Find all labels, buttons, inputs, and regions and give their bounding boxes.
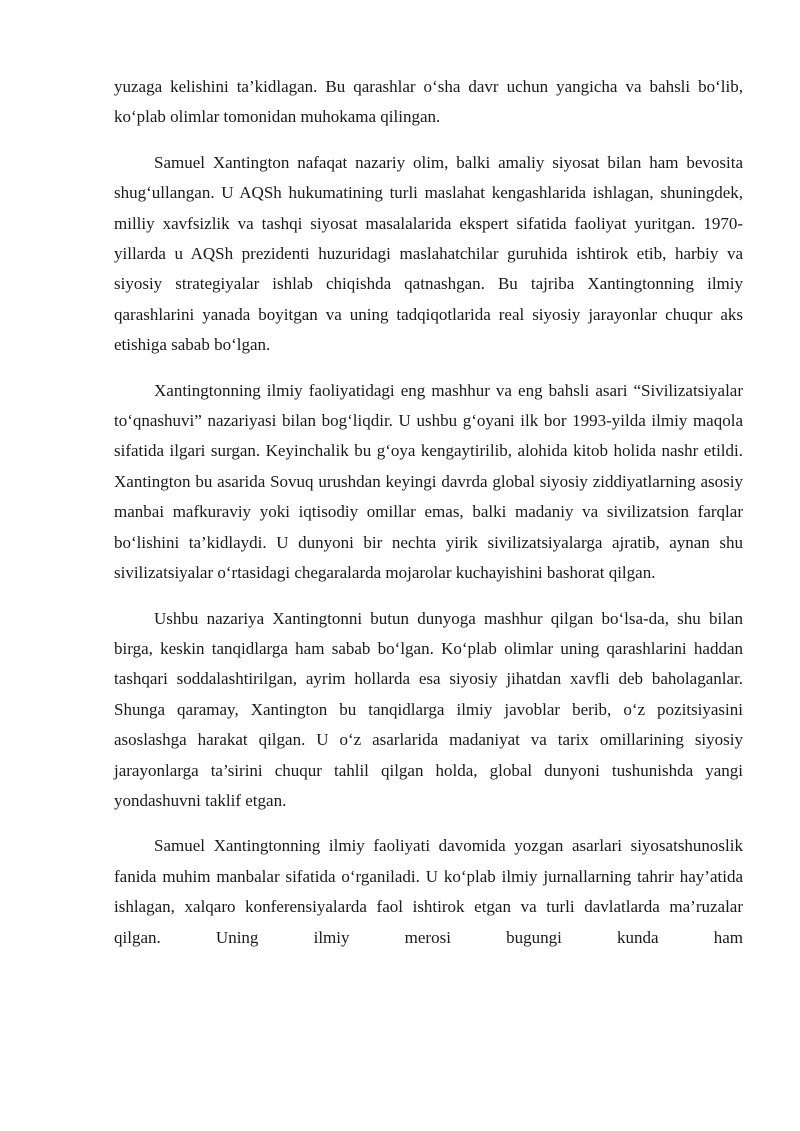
paragraph-clash-of-civilizations: Xantingtonning ilmiy faoliyatidagi eng mashhur va eng bahsli asari “Sivilizatsiyalar to‘qnashuvi” nazariyasi bilan bog‘liqdir. U ushbu g‘oyani ilk bor 1993-yilda ilmiy maqola sifatida ilgari surgan. Keyinchalik bu g‘oya kengaytirilib, alohida kitob holida nashr etildi. Xantington bu asarida Sovuq urushdan keyingi davrda global siyosiy ziddiyatlarning asosiy manbai mafkuraviy yoki iqtisodiy omillar emas, balki madaniy va sivilizatsion farqlar bo‘lishini ta’kidlaydi. U dunyoni bir nechta yirik sivilizatsiyalarga ajratib, aynan shu sivilizatsiyalar o‘rtasidagi chegaralarda mojarolar kuchayishini bashorat qilgan.: [114, 380, 743, 583]
paragraph-continuation: yuzaga kelishini ta’kidlagan. Bu qarashlar o‘sha davr uchun yangicha va bahsli bo‘lib, ko‘plab olimlar tomonidan muhokama qilingan.: [114, 77, 743, 127]
paragraph-criticism: Ushbu nazariya Xantingtonni butun dunyoga mashhur qilgan bo‘lsa-da, shu bilan birga, keskin tanqidlarga ham sabab bo‘lgan. Ko‘plab olimlar uning qarashlarini haddan tashqari soddalashtirilgan, ayrim hollarda esa siyosiy jihatdan xavfli deb baholaganlar. Shunga qaramay, Xantington bu tanqidlarga ilmiy javoblar berib, o‘z pozitsiyasini asoslashga harakat qilgan. U o‘z asarlarida madaniyat va tarix omillarining siyosiy jarayonlarga ta’sirini chuqur tahlil qilgan holda, global dunyoni tushunishda yangi yondashuvni taklif etgan.: [114, 608, 743, 810]
paragraph-legacy: Samuel Xantingtonning ilmiy faoliyati davomida yozgan asarlari siyosatshunoslik fanida muhim manbalar sifatida o‘rganiladi. U ko‘plab ilmiy jurnallarning tahrir hay’atida ishlagan, xalqaro konferensiyalarda faol ishtirok etgan va turli davlatlarda ma’ruzalar qilgan. Uning ilmiy merosi bugungi kunda ham: [114, 836, 743, 947]
paragraph-political-practice: Samuel Xantington nafaqat nazariy olim, balki amaliy siyosat bilan ham bevosita shug‘ullangan. U AQSh hukumatining turli maslahat kengashlarida ishlagan, shuningdek, milliy xavfsizlik va tashqi siyosat masalalarida ekspert sifatida faoliyat yuritgan. 1970-yillarda u AQSh prezidenti huzuridagi maslahatchilar guruhida ishtirok etib, harbiy va siyosiy strategiyalar ishlab chiqishda qatnashgan. Bu tajriba Xantingtonning ilmiy qarashlarini yanada boyitgan va uning tadqiqotlarida real siyosiy jarayonlar chuqur aks etishiga sabab bo‘lgan.: [114, 152, 743, 355]
